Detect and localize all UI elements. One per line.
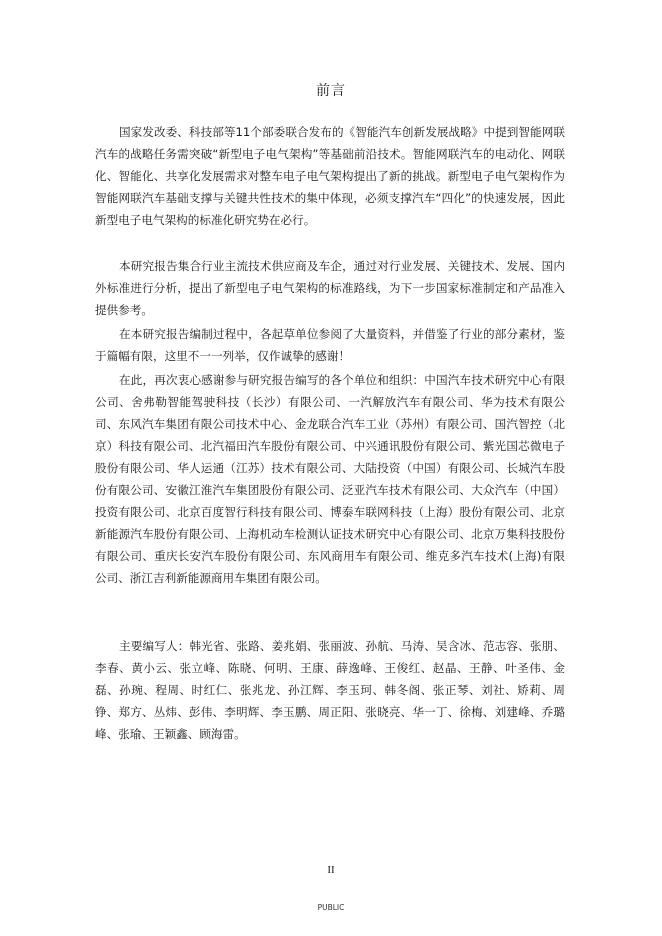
paragraph-background: 国家发改委、科技部等11个部委联合发布的《智能汽车创新发展战略》中提到智能网联汽车的战略任务需突破“新型电子电气架构”等基础前沿技术。智能网联汽车的电动化、网联化、智能化、共享化发展需求对整车电子电气架构提出了新的挑战。新型电子电气架构作为智能网联汽车基础支撑与关键共性技术的集中体现，必须支撑汽车“四化”的快速发展，因此新型电子电气架构的标准化研究势在必行。 [95, 125, 565, 227]
page-title: 前言 [316, 83, 346, 99]
paragraph-acknowledgement-materials: 在本研究报告编制过程中，各起草单位参阅了大量资料，并借鉴了行业的部分素材，鉴于篇幅有限，这里不一一列举，仅作诚挚的感谢！ [95, 327, 565, 363]
paragraph-purpose: 本研究报告集合行业主流技术供应商及车企，通过对行业发展、关键技术、发展、国内外标准进行分析，提出了新型电子电气架构的标准路线，为下一步国家标准制定和产品准入提供参考。 [95, 259, 565, 317]
page-number: II [327, 864, 335, 876]
paragraph-main-authors: 主要编写人：韩光省、张路、姜兆娟、张丽波、孙航、马涛、吴含冰、范志容、张朋、李春、黄小云、张立峰、陈晓、何明、王康、薛逸峰、王俊红、赵晶、王静、叶圣伟、金磊、孙琬、程周、时红仁、张兆龙、孙江辉、李玉珂、韩冬阁、张正琴、刘社、矫莉、周铮、郑方、丛炜、彭伟、李明辉、李玉鹏、周正阳、张晓亮、华一丁、徐梅、刘建峰、乔璐峰、张瑜、王颖鑫、顾海雷。 [95, 639, 565, 741]
classification-label: PUBLIC [317, 903, 345, 912]
paragraph-acknowledgement-organizations: 在此，再次衷心感谢参与研究报告编写的各个单位和组织：中国汽车技术研究中心有限公司、舍弗勒智能驾驶科技（长沙）有限公司、一汽解放汽车有限公司、华为技术有限公司、东风汽车集团有限公司技术中心、金龙联合汽车工业（苏州）有限公司、国汽智控（北京）科技有限公司、北汽福田汽车股份有限公司、中兴通讯股份有限公司、紫光国芯微电子股份有限公司、华人运通（江苏）技术有限公司、大陆投资（中国）有限公司、长城汽车股份有限公司、安徽江淮汽车集团股份有限公司、泛亚汽车技术有限公司、大众汽车（中国）投资有限公司、北京百度智行科技有限公司、博泰车联网科技（上海）股份有限公司、北京新能源汽车股份有限公司、上海机动车检测认证技术研究中心有限公司、北京万集科技股份有限公司、重庆长安汽车股份有限公司、东风商用车有限公司、维克多汽车技术(上海)有限公司、浙江吉利新能源商用车集团有限公司。 [95, 373, 565, 585]
